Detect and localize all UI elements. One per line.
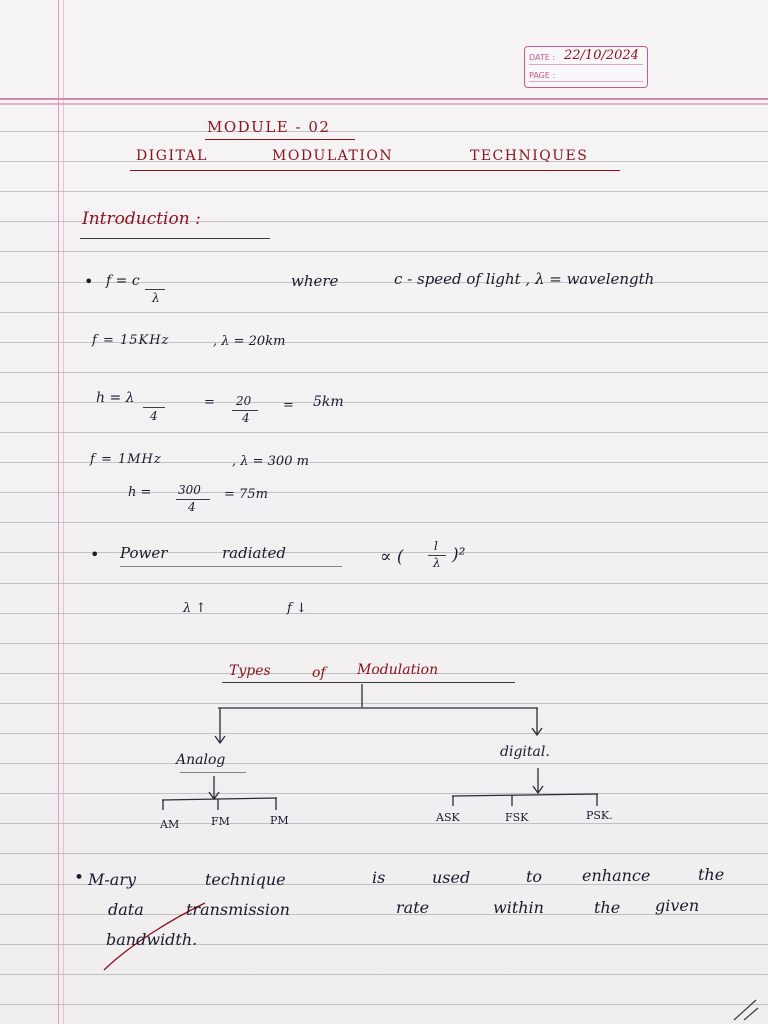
bullet-3: • <box>74 868 85 888</box>
pm-label: PM <box>270 814 289 827</box>
formula-f-1mhz: f = 1MHz <box>90 452 162 467</box>
of-word: of <box>312 665 326 681</box>
power-underline <box>120 566 342 567</box>
ruled-line <box>0 853 768 854</box>
mary-w8: data <box>108 900 144 919</box>
fraction-bar-f <box>145 289 165 290</box>
ruled-line <box>0 643 768 644</box>
fraction-bar-h <box>143 407 165 408</box>
proportional-den: λ <box>433 556 441 570</box>
formula-f: f = c <box>106 273 140 289</box>
types-underline <box>222 682 515 683</box>
equals-2: = <box>283 398 294 413</box>
ruled-line <box>0 793 768 794</box>
page-label: PAGE : <box>529 71 556 80</box>
ruled-line <box>0 432 768 433</box>
intro-heading: Introduction : <box>82 209 201 229</box>
ruled-line <box>0 372 768 373</box>
analog-label: Analog <box>176 752 226 768</box>
fsk-label: FSK <box>505 811 529 824</box>
mary-w14: bandwidth. <box>106 930 198 949</box>
ruled-line <box>0 974 768 975</box>
radiated-word: radiated <box>222 544 286 562</box>
ask-label: ASK <box>436 811 460 824</box>
formula-h-denominator: 4 <box>150 409 158 423</box>
ruled-line <box>0 492 768 493</box>
types-word: Types <box>229 663 271 679</box>
mary-w1: M-ary <box>88 870 137 889</box>
where-word: where <box>291 272 339 290</box>
mary-w10: rate <box>396 898 430 917</box>
proportional-open: ∝ ( <box>380 547 404 567</box>
ruled-line <box>0 522 768 523</box>
header-band <box>0 98 768 100</box>
formula-lambda-300m: , λ = 300 m <box>232 454 309 469</box>
mary-w9: transmission <box>186 900 290 919</box>
mary-w3: is <box>372 868 386 887</box>
ruled-line <box>0 613 768 614</box>
ruled-line <box>0 131 768 132</box>
mary-w2: technique <box>205 870 286 889</box>
modulation-word: Modulation <box>357 662 439 678</box>
mary-w13: given <box>655 896 700 915</box>
corner-fold-mark <box>730 996 760 1022</box>
equals-1: = <box>204 395 215 410</box>
title-underline <box>130 170 620 171</box>
formula-f-denominator: λ <box>152 291 160 305</box>
date-label: DATE : <box>529 53 556 62</box>
ruled-line <box>0 251 768 252</box>
margin-line-2 <box>63 0 64 1024</box>
power-word: Power <box>120 544 168 562</box>
formula-h2: h = <box>128 485 152 500</box>
title-word-techniques: TECHNIQUES <box>470 148 589 164</box>
digital-label: digital. <box>500 744 550 760</box>
ruled-line <box>0 191 768 192</box>
ruled-line <box>0 823 768 824</box>
margin-line <box>58 0 59 1024</box>
ruled-line <box>0 312 768 313</box>
fm-label: FM <box>211 815 230 828</box>
ruled-line <box>0 583 768 584</box>
mary-w11: within <box>493 898 544 917</box>
formula-h: h = λ <box>96 390 135 406</box>
analog-underline <box>180 772 246 773</box>
date-value: 22/10/2024 <box>564 48 639 63</box>
formula-h2-result: = 75m <box>224 487 268 502</box>
proportional-close: )² <box>452 545 466 565</box>
date-box-line <box>529 64 643 65</box>
mary-w12: the <box>594 898 621 917</box>
formula-lambda-20km: , λ = 20km <box>213 334 286 349</box>
psk-label: PSK. <box>586 809 613 822</box>
f-down: f ↓ <box>287 601 307 616</box>
formula-f-15khz: f = 15KHz <box>92 333 170 348</box>
formula-h2-4: 4 <box>188 500 196 514</box>
page-box-line <box>529 81 643 82</box>
intro-underline <box>80 238 270 239</box>
ruled-line <box>0 1004 768 1005</box>
formula-h-4: 4 <box>242 411 250 425</box>
formula-h-result: 5km <box>313 394 344 410</box>
mary-w5: to <box>526 867 543 886</box>
mary-w7: the <box>698 865 725 884</box>
title-word-digital: DIGITAL <box>136 148 208 164</box>
mary-w4: used <box>432 868 471 887</box>
formula-h2-300: 300 <box>178 483 201 497</box>
module-underline <box>205 139 355 140</box>
ruled-line <box>0 733 768 734</box>
bullet-2: • <box>90 545 100 564</box>
header-band-2 <box>0 103 768 105</box>
title-word-modulation: MODULATION <box>272 148 394 164</box>
mary-w6: enhance <box>582 866 651 885</box>
ruled-line <box>0 703 768 704</box>
where-definition: c - speed of light , λ = wavelength <box>394 270 655 288</box>
am-label: AM <box>160 818 180 831</box>
proportional-num: l <box>434 539 438 553</box>
module-title: MODULE - 02 <box>207 118 331 136</box>
lambda-up: λ ↑ <box>183 601 207 616</box>
formula-h-20: 20 <box>236 394 252 408</box>
ruled-line <box>0 763 768 764</box>
bullet-1: • <box>84 272 94 291</box>
